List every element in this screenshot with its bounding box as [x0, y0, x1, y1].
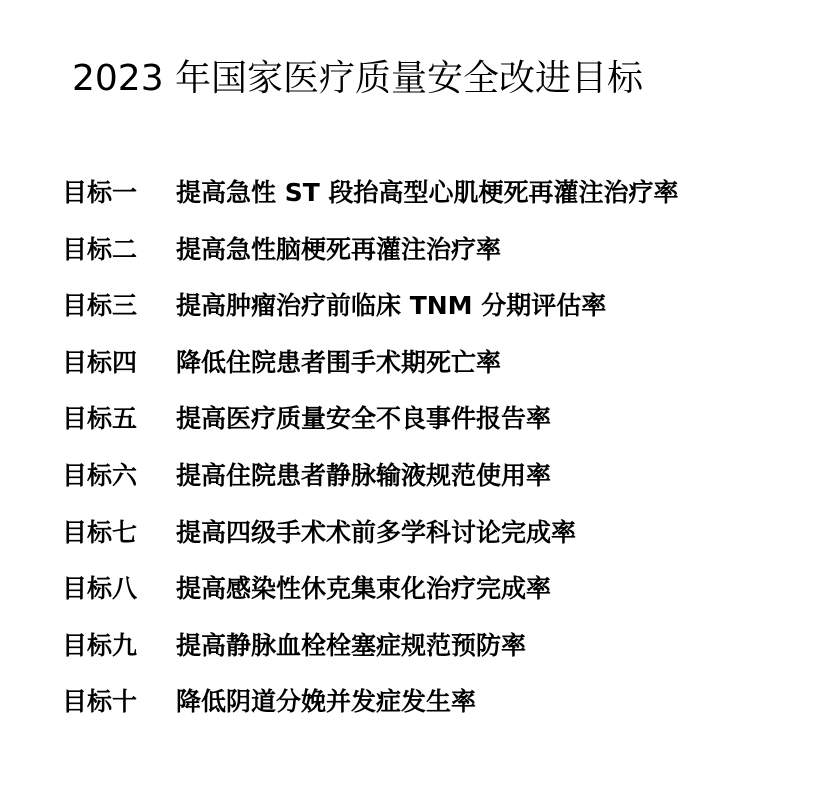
- goal-text: 提高静脉血栓栓塞症规范预防率: [176, 630, 527, 660]
- goal-label: 目标八: [62, 574, 138, 604]
- goal-text: 提高医疗质量安全不良事件报告率: [176, 404, 552, 434]
- page-title: 2023 年国家医疗质量安全改进目标: [72, 58, 644, 99]
- goal-list: [62, 171, 678, 737]
- goal-label: 目标九: [62, 630, 138, 660]
- goal-text: 提高住院患者静脉输液规范使用率: [176, 460, 552, 490]
- goal-text: 提高急性脑梗死再灌注治疗率: [176, 234, 502, 264]
- goal-label: 目标十: [62, 687, 138, 717]
- goal-item: [62, 511, 678, 568]
- goal-label: 目标三: [62, 291, 138, 321]
- goal-item: [62, 680, 678, 737]
- goal-text: 提高感染性休克集束化治疗完成率: [176, 574, 552, 604]
- goal-text: 提高四级手术术前多学科讨论完成率: [176, 517, 577, 547]
- goal-text: 提高肿瘤治疗前临床 TNM 分期评估率: [176, 291, 607, 321]
- goal-label: 目标五: [62, 404, 138, 434]
- goal-label: 目标四: [62, 347, 138, 377]
- goal-text: 提高急性 ST 段抬高型心肌梗死再灌注治疗率: [176, 178, 679, 207]
- goal-label: 目标六: [62, 460, 138, 490]
- goal-text: 降低住院患者围手术期死亡率: [176, 347, 502, 377]
- goal-label: 目标一: [62, 178, 138, 207]
- goal-item: [62, 341, 678, 398]
- goal-item: [62, 284, 678, 341]
- goal-item: [62, 567, 678, 624]
- goal-item: [62, 171, 678, 228]
- goal-label: 目标七: [62, 517, 138, 547]
- goal-text: 降低阴道分娩并发症发生率: [176, 687, 477, 717]
- goal-item: [62, 624, 678, 681]
- goal-label: 目标二: [62, 234, 138, 264]
- goal-item: [62, 397, 678, 454]
- goal-item: [62, 454, 678, 511]
- goal-item: [62, 228, 678, 285]
